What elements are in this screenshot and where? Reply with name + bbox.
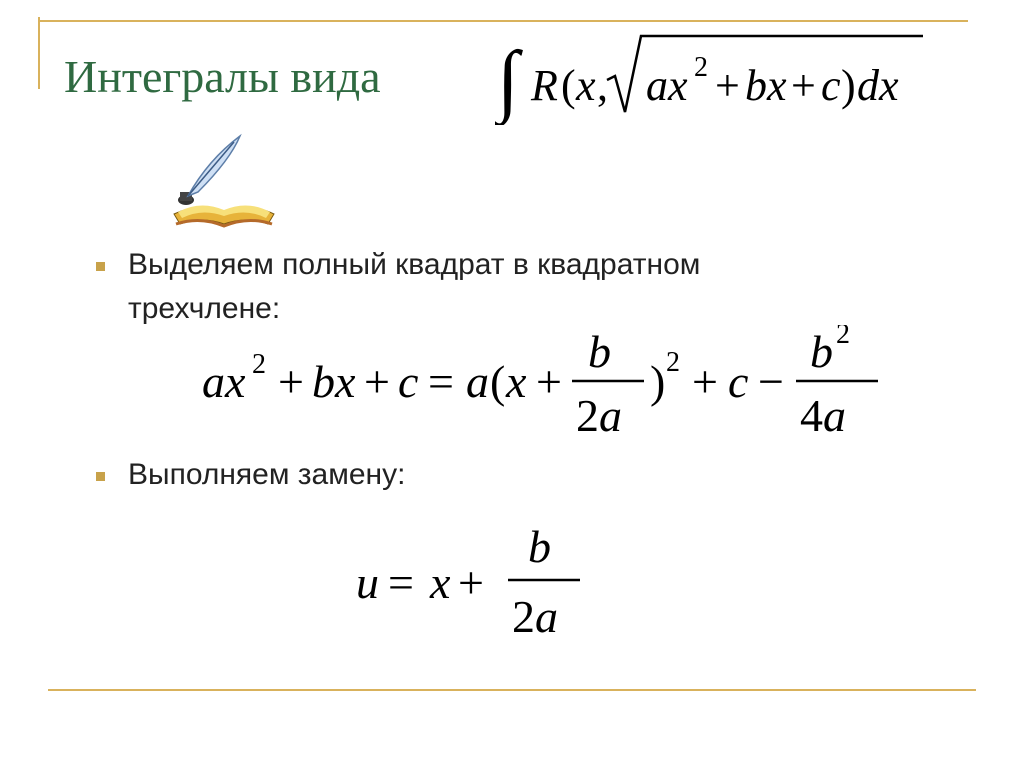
svg-text:+: + bbox=[278, 356, 304, 407]
svg-text:(: ( bbox=[490, 356, 506, 407]
svg-text:b: b bbox=[810, 326, 833, 377]
svg-text:): ) bbox=[841, 61, 856, 110]
svg-text:u: u bbox=[356, 557, 379, 608]
svg-text:+: + bbox=[791, 61, 816, 110]
svg-text:bx: bx bbox=[312, 356, 356, 407]
svg-text:R: R bbox=[531, 61, 558, 110]
svg-text:dx: dx bbox=[857, 61, 899, 110]
svg-text:(: ( bbox=[561, 61, 576, 110]
quill-and-book-icon bbox=[168, 130, 280, 230]
svg-text:x: x bbox=[506, 356, 527, 407]
bullet-2-line-1: Выполняем замену: bbox=[128, 458, 406, 491]
slide-title: Интегралы вида bbox=[64, 51, 381, 102]
svg-text:2: 2 bbox=[836, 325, 850, 350]
svg-text:2a: 2a bbox=[512, 591, 558, 642]
svg-text:ax: ax bbox=[646, 61, 688, 110]
complete-square-equation bbox=[198, 325, 888, 445]
svg-text:2: 2 bbox=[694, 52, 708, 83]
svg-text:c: c bbox=[398, 356, 419, 407]
svg-text:2: 2 bbox=[252, 349, 266, 380]
svg-text:+: + bbox=[536, 356, 562, 407]
svg-text:c: c bbox=[821, 61, 841, 110]
bullet-marker bbox=[96, 472, 105, 481]
substitution-formula bbox=[352, 518, 592, 648]
svg-text:+: + bbox=[364, 356, 390, 407]
bullet-1-line-1: Выделяем полный квадрат в квадратном bbox=[128, 248, 701, 281]
frame-bottom-line bbox=[48, 689, 976, 691]
svg-text:a: a bbox=[466, 356, 489, 407]
svg-text:,: , bbox=[597, 61, 608, 110]
svg-text:2a: 2a bbox=[576, 390, 622, 441]
bullet-1-line-2: трехчлене: bbox=[128, 292, 281, 325]
svg-text:+: + bbox=[715, 61, 740, 110]
svg-text:2: 2 bbox=[666, 347, 680, 378]
svg-text:=: = bbox=[388, 557, 414, 608]
svg-text:): ) bbox=[650, 356, 666, 407]
title-integral-formula bbox=[495, 20, 925, 125]
svg-text:+: + bbox=[458, 557, 484, 608]
frame-vertical-line bbox=[38, 17, 40, 89]
bullet-marker bbox=[96, 262, 105, 271]
svg-text:c: c bbox=[728, 356, 749, 407]
svg-text:−: − bbox=[758, 356, 784, 407]
svg-text:b: b bbox=[588, 326, 611, 377]
svg-text:ax: ax bbox=[202, 356, 246, 407]
svg-text:=: = bbox=[428, 356, 454, 407]
svg-text:∫: ∫ bbox=[497, 36, 519, 124]
svg-text:x: x bbox=[576, 61, 596, 110]
svg-text:x: x bbox=[430, 557, 451, 608]
svg-text:+: + bbox=[692, 356, 718, 407]
svg-text:bx: bx bbox=[745, 61, 787, 110]
svg-text:b: b bbox=[528, 521, 551, 572]
svg-text:4a: 4a bbox=[800, 390, 846, 441]
